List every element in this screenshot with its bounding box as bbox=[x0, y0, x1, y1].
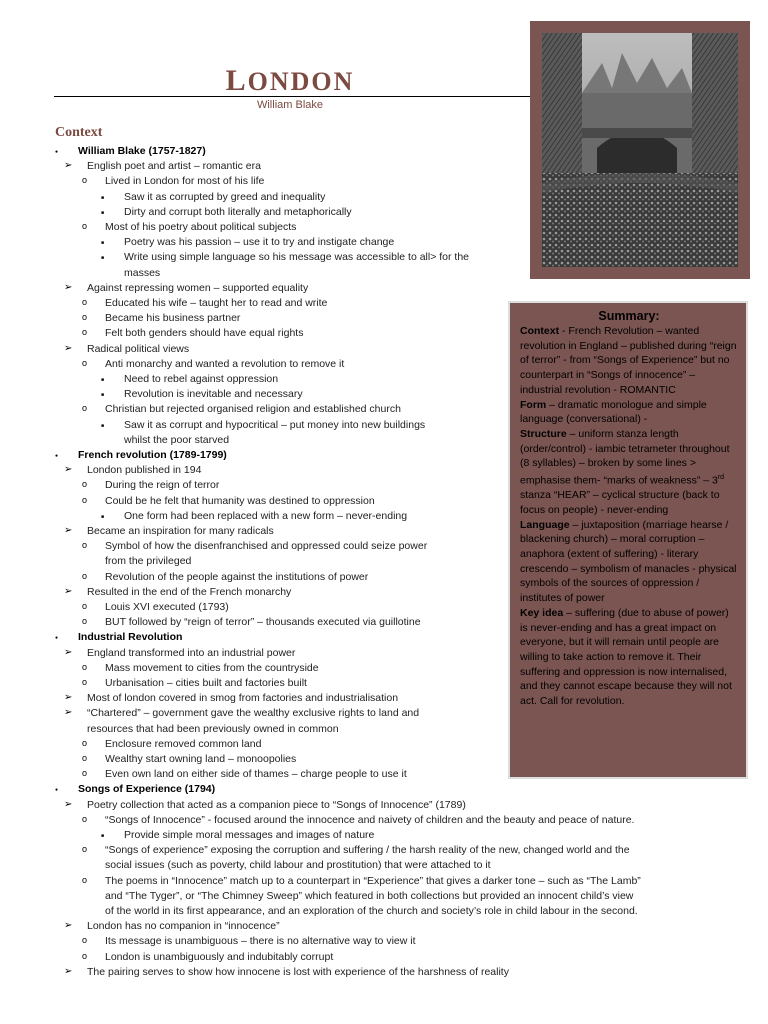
summary-language-text: – juxtaposition (marriage hearse / blackening church) – moral corruption – anaphora (extent of suffering) - literary crescendo – symbolism of manacles - physical symbols of the sources of oppression / institutes of power bbox=[520, 518, 737, 605]
outline-item: French revolution (1789-1799) bbox=[78, 449, 227, 461]
outline-item: Revolution is inevitable and necessary bbox=[124, 388, 303, 401]
bullet-marker: ● bbox=[55, 635, 59, 642]
bullet-marker: o bbox=[82, 813, 88, 824]
outline-item: London published in 194 bbox=[87, 464, 202, 477]
bullet-marker: o bbox=[82, 601, 88, 611]
outline-item: Dirty and corrupt both literally and metaphorically bbox=[124, 205, 352, 218]
bullet-marker: ➢ bbox=[64, 692, 73, 704]
outline-item: London is unambiguously and indubitably corrupt bbox=[105, 950, 334, 963]
summary-context-label: Context bbox=[520, 325, 560, 337]
outline-item: The pairing serves to show how innocene is lost with experience of the harshness of reality bbox=[87, 965, 509, 978]
outline-item: Poetry was his passion – use it to try and instigate change bbox=[124, 236, 395, 249]
bullet-marker: o bbox=[82, 737, 88, 748]
outline-item: “Chartered” – government gave the wealthy exclusive rights to land and bbox=[87, 707, 420, 720]
outline-item: Against repressing women – supported equality bbox=[87, 281, 309, 294]
bullet-marker: o bbox=[82, 494, 88, 505]
bullet-marker: o bbox=[82, 357, 88, 368]
bullet-marker: ● bbox=[55, 149, 59, 155]
summary-language-label: Language bbox=[520, 518, 570, 531]
outline-item: Industrial Revolution bbox=[78, 631, 183, 644]
outline-item: One form had been replaced with a new form – never-ending bbox=[124, 509, 408, 522]
bullet-marker: o bbox=[82, 175, 88, 186]
summary-form-label: Form bbox=[520, 398, 547, 411]
bullet-marker: o bbox=[82, 297, 88, 307]
london-engraving-image bbox=[542, 33, 738, 267]
outline-item: England transformed into an industrial power bbox=[87, 646, 296, 659]
bullet-marker: o bbox=[82, 844, 88, 855]
summary-keyidea-label: Key idea bbox=[520, 606, 564, 619]
outline-item: William Blake (1757-1827) bbox=[78, 145, 206, 157]
bullet-marker: ➢ bbox=[64, 707, 73, 719]
outline-item: Mass movement to cities from the countryside bbox=[105, 661, 319, 674]
bullet-marker: o bbox=[82, 221, 88, 231]
outline-item: Even own land on either side of thames – charge people to use it bbox=[105, 768, 407, 781]
outline-item: Resulted in the end of the French monarchy bbox=[87, 585, 292, 598]
bullet-marker: ■ bbox=[101, 422, 105, 429]
bullet-marker: ➢ bbox=[64, 585, 73, 597]
outline-item: social issues (such as poverty, child labour and prostitution) that were attached to it bbox=[105, 859, 491, 872]
bullet-marker: o bbox=[82, 950, 88, 961]
bullet-marker: ➢ bbox=[64, 464, 73, 476]
outline-item: London has no companion in “innocence” bbox=[87, 920, 280, 933]
bullet-marker: o bbox=[82, 677, 88, 687]
title-rule bbox=[54, 96, 532, 97]
outline-item: Lived in London for most of his life bbox=[105, 175, 265, 188]
summary-keyidea-text: – suffering (due to abuse of power) is never-ending and has a great impact on everyone, but it will remain until people are willing to take action to remove it. Their suffering and oppression is now internalised, and they cannot escape because they will not act. Call for revolution. bbox=[520, 606, 732, 708]
outline-item: Could be he felt that humanity was destined to oppression bbox=[105, 494, 375, 507]
outline-item: The poems in “Innocence” match up to a counterpart in “Experience” that gives a darker tone – such as “The Lamb” bbox=[105, 874, 641, 887]
bullet-marker: ➢ bbox=[64, 646, 73, 658]
outline-item: from the privileged bbox=[105, 555, 192, 568]
bullet-marker: ● bbox=[55, 453, 59, 459]
page-subtitle: William Blake bbox=[256, 99, 323, 111]
bullet-marker: ■ bbox=[101, 377, 105, 383]
outline-item: resources that had been previously owned in common bbox=[87, 722, 339, 735]
outline-item: Felt both genders should have equal rights bbox=[105, 327, 304, 340]
summary-structure-text-2: stanza “HEAR” – cyclical structure (back to focus on people) - never-ending bbox=[520, 489, 720, 516]
outline-item: Became an inspiration for many radicals bbox=[87, 525, 274, 537]
outline-item: and “The Tyger”, or “The Chimney Sweep” which featured in both collections but provided an innocent child’s view bbox=[105, 889, 634, 902]
summary-context-text: - French Revolution – wanted revolution in England – published during “reign of terror” - from “Songs of Experience” but no counterpart in “Songs of innocence” – industrial revolution - ROMANTIC bbox=[520, 325, 737, 396]
outline-item: Its message is unambiguous – there is no alternative way to view it bbox=[105, 935, 416, 948]
outline-item: BUT followed by “reign of terror” – thousands executed via guillotine bbox=[105, 616, 421, 629]
bullet-marker: o bbox=[82, 570, 88, 581]
bullet-marker: o bbox=[82, 753, 88, 763]
outline-item: Provide simple moral messages and images of nature bbox=[124, 829, 375, 841]
bullet-marker: ➢ bbox=[64, 798, 73, 810]
bullet-marker: ➢ bbox=[64, 281, 73, 293]
outline-item: During the reign of terror bbox=[105, 479, 220, 492]
outline-item: Write using simple language so his message was accessible to all> for the bbox=[124, 251, 470, 264]
bullet-marker: o bbox=[82, 403, 88, 414]
outline-item: Radical political views bbox=[87, 342, 190, 355]
outline-item: Songs of Experience (1794) bbox=[78, 783, 216, 796]
outline-item: of the world in its first appearance, and an exploration of the church and society’s role in child labour in the second. bbox=[105, 905, 638, 917]
outline-item: “Songs of experience” exposing the corruption and suffering / the harsh reality of the new, changed world and the bbox=[105, 844, 630, 857]
bullet-marker: o bbox=[82, 661, 88, 672]
outline-item: Saw it as corrupt and hypocritical – put money into new buildings bbox=[124, 418, 426, 431]
outline-item: Educated his wife – taught her to read and write bbox=[105, 297, 328, 309]
summary-structure-label: Structure bbox=[520, 427, 567, 440]
bullet-marker: ● bbox=[55, 787, 59, 794]
outline-item: Saw it as corrupted by greed and inequality bbox=[124, 190, 326, 203]
bullet-marker: ■ bbox=[101, 392, 105, 399]
bullet-marker: ➢ bbox=[64, 920, 73, 932]
page-title: LONDON bbox=[225, 64, 355, 97]
bullet-marker: o bbox=[82, 616, 88, 627]
outline-item: Symbol of how the disenfranchised and oppressed could seize power bbox=[105, 540, 428, 553]
outline-item: “Songs of Innocence” - focused around the innocence and naivety of children and the beauty and peace of nature. bbox=[105, 813, 635, 826]
bullet-marker: ■ bbox=[101, 240, 105, 247]
outline-item: Louis XVI executed (1793) bbox=[105, 601, 229, 613]
context-heading: Context bbox=[55, 125, 103, 140]
bullet-marker: ■ bbox=[101, 833, 105, 839]
summary-box bbox=[508, 301, 748, 779]
outline-item: Urbanisation – cities built and factories built bbox=[105, 677, 307, 689]
london-engraving-frame bbox=[530, 21, 750, 279]
bullet-marker: ➢ bbox=[64, 965, 73, 977]
outline-item: English poet and artist – romantic era bbox=[87, 160, 261, 173]
bullet-marker: ➢ bbox=[64, 525, 73, 536]
bullet-marker: o bbox=[82, 540, 88, 551]
summary-heading: Summary: bbox=[598, 309, 660, 323]
outline-item: Christian but rejected organised religion and established church bbox=[105, 403, 401, 416]
outline-item: Anti monarchy and wanted a revolution to remove it bbox=[105, 357, 345, 370]
bullet-marker: o bbox=[82, 768, 88, 779]
summary-structure-text: – uniform stanza length (order/control) - iambic tetrameter throughout (8 syllables) – broken by some lines > emphasise them- “marks of weakness” – 3 bbox=[520, 427, 730, 487]
bullet-marker: o bbox=[82, 479, 88, 490]
bullet-marker: ■ bbox=[101, 209, 105, 216]
outline-item: Most of london covered in smog from factories and industrialisation bbox=[87, 692, 399, 705]
bullet-marker: o bbox=[82, 327, 88, 338]
summary-text bbox=[520, 324, 738, 709]
outline-item: Poetry collection that acted as a companion piece to “Songs of Innocence” (1789) bbox=[87, 798, 466, 811]
bullet-marker: ■ bbox=[101, 255, 105, 262]
outline-item: Enclosure removed common land bbox=[105, 737, 262, 750]
bullet-marker: o bbox=[82, 312, 88, 323]
outline-item: Need to rebel against oppression bbox=[124, 373, 279, 385]
summary-form-text: – dramatic monologue and simple language (conversational) - bbox=[520, 398, 707, 426]
bullet-marker: ➢ bbox=[64, 342, 73, 354]
outline-item: Became his business partner bbox=[105, 312, 241, 325]
bullet-marker: ■ bbox=[101, 513, 105, 520]
bullet-marker: o bbox=[82, 874, 88, 885]
outline-item: Wealthy start owning land – monoopolies bbox=[105, 753, 297, 765]
summary-structure-sup: rd bbox=[717, 474, 725, 482]
outline-item: Revolution of the people against the institutions of power bbox=[105, 570, 369, 583]
bullet-marker: ➢ bbox=[64, 160, 73, 172]
bullet-marker: ■ bbox=[101, 194, 105, 201]
outline-item: masses bbox=[124, 266, 161, 279]
outline-item: Most of his poetry about political subjects bbox=[105, 221, 297, 233]
bullet-marker: o bbox=[82, 935, 88, 946]
outline-item: whilst the poor starved bbox=[124, 433, 230, 446]
